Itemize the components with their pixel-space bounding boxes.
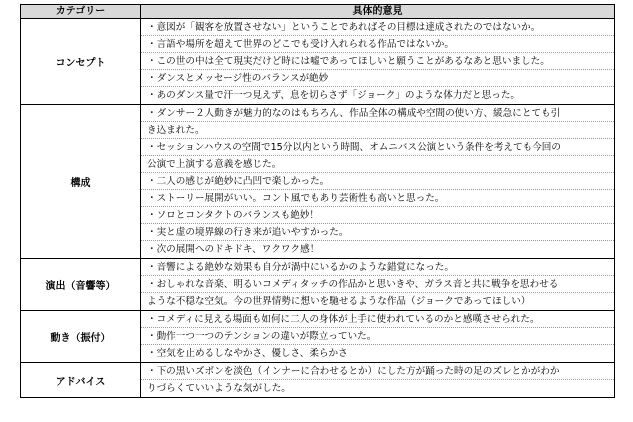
opinion-line: 公演で上演する意義を感じた。 [141, 156, 614, 173]
table-row [21, 363, 615, 398]
opinion-line: ・ダンサー２人動きが魅力的なのはもちろん、作品全体の構成や空間の使い方、緩急にとても引 [141, 105, 614, 122]
opinion-line: ・空気を止めるしなやかさ、優しさ、柔らかさ [147, 348, 348, 359]
header-category: カテゴリー [21, 5, 141, 19]
opinion-cell [141, 311, 615, 363]
opinion-line: ・次の展開へのドキドキ、ワクワク感！ [147, 244, 320, 255]
table-row [21, 105, 615, 259]
table-row [21, 311, 615, 363]
opinion-line: ・おしゃれな音楽、明るいコメディタッチの作品かと思いきや、ガラス音と共に戦争を思わせる [141, 276, 614, 293]
category-cell: アドバイス [21, 363, 141, 398]
opinion-line: ・言語や場所を超えて世界のどこでも受け入れられる作品ではないか。 [141, 36, 614, 53]
opinion-cell [141, 363, 615, 398]
opinion-line: ・二人の感じが絶妙に凸凹で楽しかった。 [141, 173, 614, 190]
category-cell: 構成 [21, 105, 141, 259]
category-cell: コンセプト [21, 19, 141, 105]
opinion-cell [141, 259, 615, 311]
opinion-cell [141, 105, 615, 259]
opinion-line: ・音響による絶妙な効果も自分が渦中にいるかのような錯覚になった。 [141, 259, 614, 276]
table-row [21, 19, 615, 105]
opinion-line: ・意図が「観客を放置させない」ということであればその目標は達成されたのではないか。 [141, 19, 614, 36]
category-cell: 演出（音響等） [21, 259, 141, 311]
opinion-line: ・ストーリー展開がいい。コント風でもあり芸術性も高いと思った。 [141, 190, 614, 207]
opinion-line: ・ダンスとメッセージ性のバランスが絶妙 [141, 70, 614, 87]
opinion-line: ・この世の中は全て現実だけど時には嘘であってほしいと願うことがあるなあと思いました。 [141, 53, 614, 70]
opinion-line: ・セッションハウスの空間で15分以内という時間、オムニバス公演という条件を考えても今回の [141, 139, 614, 156]
table-row [21, 259, 615, 311]
opinion-line: ・動作一つ一つのテンションの違いが際立っていた。 [141, 328, 614, 345]
opinion-line: ・コメディに見える場面も如何に二人の身体が上手に使われているのかと感嘆させられた。 [141, 311, 614, 328]
table-body [21, 19, 615, 398]
opinion-line: ・あのダンス量で汗一つ見えず、息を切らさず「ジョーク」のような体力だと思った。 [147, 90, 521, 101]
header-row [21, 5, 615, 19]
opinion-line: ・ソロとコンタクトのバランスも絶妙！ [141, 207, 614, 224]
opinion-line: りづらくていいような気がした。 [147, 383, 291, 394]
opinion-line: ような不穏な空気。今の世界情勢に想いを馳せるような作品（ジョークであってほしい） [147, 296, 531, 307]
opinion-line: ・下の黒いズボンを淡色（インナーに合わせるとか）にした方が踊った時の足のズレとかがわか [141, 363, 614, 380]
opinion-line: き込まれた。 [141, 122, 614, 139]
feedback-table [20, 4, 615, 398]
category-cell: 動き（振付） [21, 311, 141, 363]
header-opinion: 具体的意見 [141, 5, 615, 19]
opinion-cell [141, 19, 615, 105]
opinion-line: ・実と虚の境界線の行き来が追いやすかった。 [141, 224, 614, 241]
